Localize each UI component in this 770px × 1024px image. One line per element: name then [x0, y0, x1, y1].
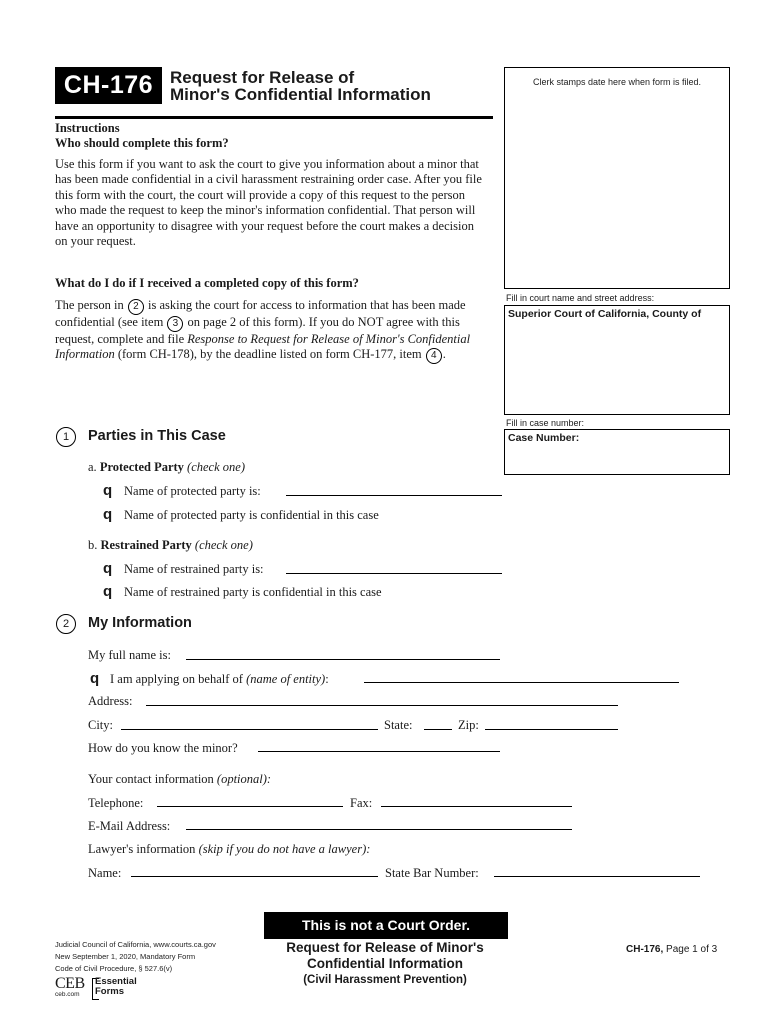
ceb-logo — [55, 977, 87, 999]
on-behalf-label: I am applying on behalf of (name of entity): — [110, 672, 329, 686]
section-2-number: 2 — [56, 614, 76, 634]
fax-input[interactable] — [381, 806, 572, 807]
restrained-party-confidential-label: Name of restrained party is confidential in this case — [124, 585, 382, 599]
on-behalf-checkbox[interactable]: q — [90, 670, 100, 687]
instructions-paragraph-2: The person in 2 is asking the court for access to information that has been made confidential (see item 3 on page 2 of this form). If you do NOT agree with this request, complete and file Response to Request for Release of Minor's Confidential Information (form CH-178), by the deadline listed on form CH-177, item 4 . — [55, 298, 487, 364]
essential-forms-logo — [95, 977, 137, 997]
ceb-logo-url: ceb.com — [55, 991, 80, 998]
relationship-label: How do you know the minor? — [88, 741, 238, 755]
full-name-label: My full name is: — [88, 648, 171, 662]
state-bar-label: State Bar Number: — [385, 866, 479, 880]
address-input[interactable] — [146, 705, 618, 706]
footer-title-line2: Confidential Information — [307, 956, 463, 971]
zip-input[interactable] — [485, 729, 618, 730]
section-1-number: 1 — [56, 427, 76, 447]
restrained-party-confidential-checkbox[interactable]: q — [103, 583, 113, 600]
court-name-label: Fill in court name and street address: — [506, 293, 655, 303]
item-reference-4: 4 — [426, 348, 442, 364]
email-label: E-Mail Address: — [88, 819, 171, 833]
case-number-value: Case Number: — [508, 432, 580, 444]
relationship-input[interactable] — [258, 751, 500, 752]
footer-title-line1: Request for Release of Minor's — [286, 940, 484, 955]
address-label: Address: — [88, 694, 133, 708]
section-2-title: My Information — [88, 615, 192, 631]
contact-info-heading: Your contact information (optional): — [88, 772, 272, 786]
instructions-heading: Instructions — [55, 121, 120, 135]
restrained-party-name-label: Name of restrained party is: — [124, 562, 264, 576]
instructions-question-2: What do I do if I received a completed copy of this form? — [55, 276, 359, 290]
header-divider — [55, 116, 493, 119]
instructions-paragraph-1: Use this form if you want to ask the court to give you information about a minor that has been made confidential in a civil harassment restraining order case. After you file this form with the court, the court will provide a copy of this request to the person who made the request to keep the minor's information confidential. That person will have an opportunity to disagree with your request before the court makes a decision on your request. — [55, 157, 482, 249]
full-name-input[interactable] — [186, 659, 500, 660]
footer-page-info: CH-176, Page 1 of 3 — [626, 944, 718, 955]
state-bar-input[interactable] — [494, 876, 700, 877]
city-input[interactable] — [121, 729, 378, 730]
state-label: State: — [384, 718, 413, 732]
footer-code: Code of Civil Procedure, § 527.6(v) — [55, 964, 173, 973]
footer-council: Judicial Council of California, www.courts.ca.gov — [55, 940, 216, 949]
ceb-logo-mark: CEB — [55, 975, 85, 992]
form-title-line2: Minor's Confidential Information — [170, 85, 431, 104]
lawyer-name-label: Name: — [88, 866, 122, 880]
section-1-title: Parties in This Case — [88, 428, 226, 444]
entity-name-input[interactable] — [364, 682, 679, 683]
court-name-value: Superior Court of California, County of — [508, 308, 702, 320]
form-title — [170, 69, 431, 103]
protected-party-confidential-checkbox[interactable]: q — [103, 506, 113, 523]
protected-party-confidential-label: Name of protected party is confidential in this case — [124, 508, 379, 522]
protected-party-name-checkbox[interactable]: q — [103, 482, 113, 499]
instructions-question-1: Who should complete this form? — [55, 136, 229, 150]
form-code-badge: CH-176 — [55, 67, 162, 104]
state-input[interactable] — [424, 729, 452, 730]
restrained-party-heading: b. Restrained Party (check one) — [88, 538, 253, 552]
email-input[interactable] — [186, 829, 572, 830]
court-name-field[interactable] — [504, 305, 730, 415]
item-reference-2: 2 — [128, 299, 144, 315]
footer-form-title — [258, 940, 512, 972]
fax-label: Fax: — [350, 796, 373, 810]
restrained-party-name-input[interactable] — [286, 573, 502, 574]
form-title-line1: Request for Release of — [170, 68, 355, 87]
protected-party-name-input[interactable] — [286, 495, 502, 496]
case-number-label: Fill in case number: — [506, 418, 585, 428]
protected-party-name-label: Name of protected party is: — [124, 484, 261, 498]
not-court-order-banner: This is not a Court Order. — [264, 912, 508, 939]
item-reference-3: 3 — [167, 316, 183, 332]
city-label: City: — [88, 718, 114, 732]
telephone-input[interactable] — [157, 806, 343, 807]
essential-forms-word1: Essential — [95, 976, 137, 987]
zip-label: Zip: — [458, 718, 479, 732]
telephone-label: Telephone: — [88, 796, 144, 810]
clerk-stamp-box — [504, 67, 730, 289]
footer-subtitle: (Civil Harassment Prevention) — [303, 974, 467, 986]
lawyer-info-heading: Lawyer's information (skip if you do not have a lawyer): — [88, 842, 371, 856]
footer-date: New September 1, 2020, Mandatory Form — [55, 952, 196, 961]
clerk-stamp-label: Clerk stamps date here when form is filed. — [532, 77, 702, 87]
lawyer-name-input[interactable] — [131, 876, 378, 877]
restrained-party-name-checkbox[interactable]: q — [103, 560, 113, 577]
essential-forms-word2: Forms — [95, 986, 125, 997]
protected-party-heading: a. Protected Party (check one) — [88, 460, 245, 474]
